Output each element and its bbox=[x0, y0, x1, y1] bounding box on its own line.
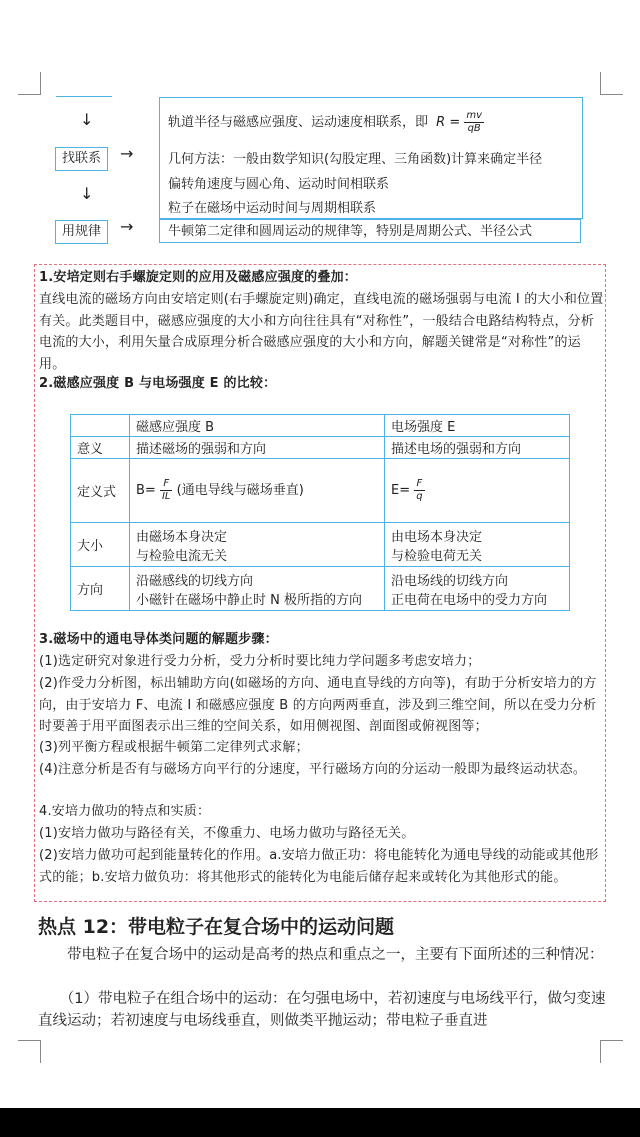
radius-fraction bbox=[464, 110, 484, 135]
cell-line: 正电荷在电场中的受力方向 bbox=[391, 592, 548, 608]
table-cell bbox=[130, 567, 385, 611]
fraction-denominator: qB bbox=[467, 123, 481, 134]
table-cell bbox=[385, 567, 570, 611]
cell-line: 小磁针在磁场中静止时 N 极所指的方向 bbox=[136, 592, 362, 608]
step-2: (2)作受力分析图，标出辅助方向(如磁场的方向、通电直导线的方向等)，有助于分析安培力的方向，由于安培力 F、电流 I 和磁感应强度 B 的方向两两垂直，涉及到三维空间，所以在受力分析时要善于用平面图表示出三维的空间关系，如用侧视图、剖面图或俯视图等； bbox=[39, 676, 597, 734]
relation-time: 粒子在磁场中运动时间与周期相联系 bbox=[168, 201, 377, 216]
arrow-down-icon: ↓ bbox=[80, 184, 94, 203]
page-corner-mark bbox=[600, 72, 623, 95]
relation-radius bbox=[168, 110, 484, 135]
notes-heading-2: 2.磁感应强度 B 与电场强度 E 的比较： bbox=[39, 376, 277, 391]
table-row-label: 定义式 bbox=[71, 459, 130, 523]
fraction-denominator: IL bbox=[161, 491, 171, 502]
flow-top-line bbox=[56, 96, 112, 97]
relation-radius-text: 轨道半径与磁感应强度、运动速度相联系，即 bbox=[168, 115, 429, 130]
formula-lhs: R = bbox=[436, 115, 461, 130]
page-corner-mark bbox=[18, 72, 41, 95]
arrow-right-icon: → bbox=[120, 144, 134, 163]
relations-box bbox=[159, 97, 583, 219]
step-3: (3)列平衡方程或根据牛顿第二定律列式求解； bbox=[39, 740, 309, 755]
b-fraction bbox=[160, 478, 173, 503]
step-1: (1)选定研究对象进行受力分析，受力分析时要比纯力学问题多考虑安培力； bbox=[39, 654, 481, 669]
cell-line: 沿电场线的切线方向 bbox=[391, 573, 509, 589]
table-row bbox=[71, 415, 570, 437]
table-row-label: 意义 bbox=[71, 437, 130, 459]
fraction-denominator: q bbox=[416, 491, 423, 502]
table-row bbox=[71, 523, 570, 567]
notes-heading-3: 3.磁场中的通电导体类问题的解题步骤： bbox=[39, 632, 278, 647]
table-cell: 描述电场的强弱和方向 bbox=[385, 437, 570, 459]
step-4: (4)注意分析是否有与磁场方向平行的分速度，平行磁场方向的分运动一般即为最终运动状态。 bbox=[39, 762, 587, 777]
e-fraction bbox=[414, 478, 424, 503]
notes-heading-4: 4.安培力做功的特点和实质： bbox=[39, 804, 211, 819]
table-cell bbox=[130, 459, 385, 523]
formula-lhs: E= bbox=[391, 483, 411, 498]
table-cell bbox=[130, 523, 385, 567]
step-rule-box: 用规律 bbox=[55, 220, 108, 244]
page-corner-mark bbox=[600, 1040, 623, 1063]
table-row bbox=[71, 437, 570, 459]
work-point-1: (1)安培力做功与路径有关，不像重力、电场力做功与路径无关。 bbox=[39, 826, 415, 841]
cell-line: 由电场本身决定 bbox=[391, 529, 483, 545]
comparison-table bbox=[70, 414, 570, 611]
step-find-box: 找联系 bbox=[55, 147, 108, 171]
table-cell bbox=[71, 415, 130, 437]
cell-line: 由磁场本身决定 bbox=[136, 529, 228, 545]
fraction-numerator: F bbox=[414, 478, 424, 491]
table-row-label: 方向 bbox=[71, 567, 130, 611]
table-header-e: 电场强度 E bbox=[385, 415, 570, 437]
table-row-label: 大小 bbox=[71, 523, 130, 567]
relation-geometry: 几何方法：一般由数学知识(勾股定理、三角函数)计算来确定半径 bbox=[168, 152, 543, 167]
cell-line: 沿磁感线的切线方向 bbox=[136, 573, 254, 589]
table-row bbox=[71, 459, 570, 523]
table-cell bbox=[385, 523, 570, 567]
fraction-numerator: mv bbox=[466, 110, 483, 121]
notes-paragraph-1: 直线电流的磁场方向由安培定则(右手螺旋定则)确定，直线电流的磁场强弱与电流 I 的大小和位置有关。此类题目中，磁感应强度的大小和方向往往具有“对称性”，一般结合电路结构特点，分析电流的大小，利用矢量合成原理分析合磁感应强度的大小和方向，解题关键常是“对称性”的运用。 bbox=[39, 292, 604, 372]
table-cell bbox=[385, 459, 570, 523]
cell-line: 与检验电流无关 bbox=[136, 548, 228, 564]
screen-bottom-bar bbox=[0, 1108, 640, 1137]
section-paragraph-2: （1）带电粒子在组合场中的运动：在匀强电场中，若初速度与电场线平行，做匀变速直线运动；若初速度与电场线垂直，则做类平抛运动；带电粒子垂直进 bbox=[38, 991, 606, 1029]
rule-box: 牛顿第二定律和圆周运动的规律等，特别是周期公式、半径公式 bbox=[159, 219, 581, 243]
table-header-b: 磁感应强度 B bbox=[130, 415, 385, 437]
table-cell: 描述磁场的强弱和方向 bbox=[130, 437, 385, 459]
formula-lhs: B= bbox=[136, 483, 156, 498]
section-paragraph-1: 带电粒子在复合场中的运动是高考的热点和重点之一，主要有下面所述的三种情况： bbox=[67, 947, 604, 963]
section-title: 热点 12：带电粒子在复合场中的运动问题 bbox=[38, 916, 395, 938]
notes-box bbox=[34, 264, 606, 902]
relation-angle: 偏转角速度与圆心角、运动时间相联系 bbox=[168, 177, 390, 192]
fraction-numerator: F bbox=[160, 478, 173, 491]
formula-note: (通电导线与磁场垂直) bbox=[176, 483, 304, 498]
notes-heading-1: 1.安培定则右手螺旋定则的应用及磁感应强度的叠加： bbox=[39, 270, 357, 285]
arrow-down-icon: ↓ bbox=[80, 110, 94, 129]
table-row bbox=[71, 567, 570, 611]
cell-line: 与检验电荷无关 bbox=[391, 548, 483, 564]
page-corner-mark bbox=[18, 1040, 41, 1063]
work-point-2: (2)安培力做功可起到能量转化的作用。a.安培力做正功：将电能转化为通电导线的动能或其他形式的能；b.安培力做负功：将其他形式的能转化为电能后储存起来或转化为其他形式的能。 bbox=[39, 848, 599, 885]
arrow-right-icon: → bbox=[120, 217, 134, 236]
